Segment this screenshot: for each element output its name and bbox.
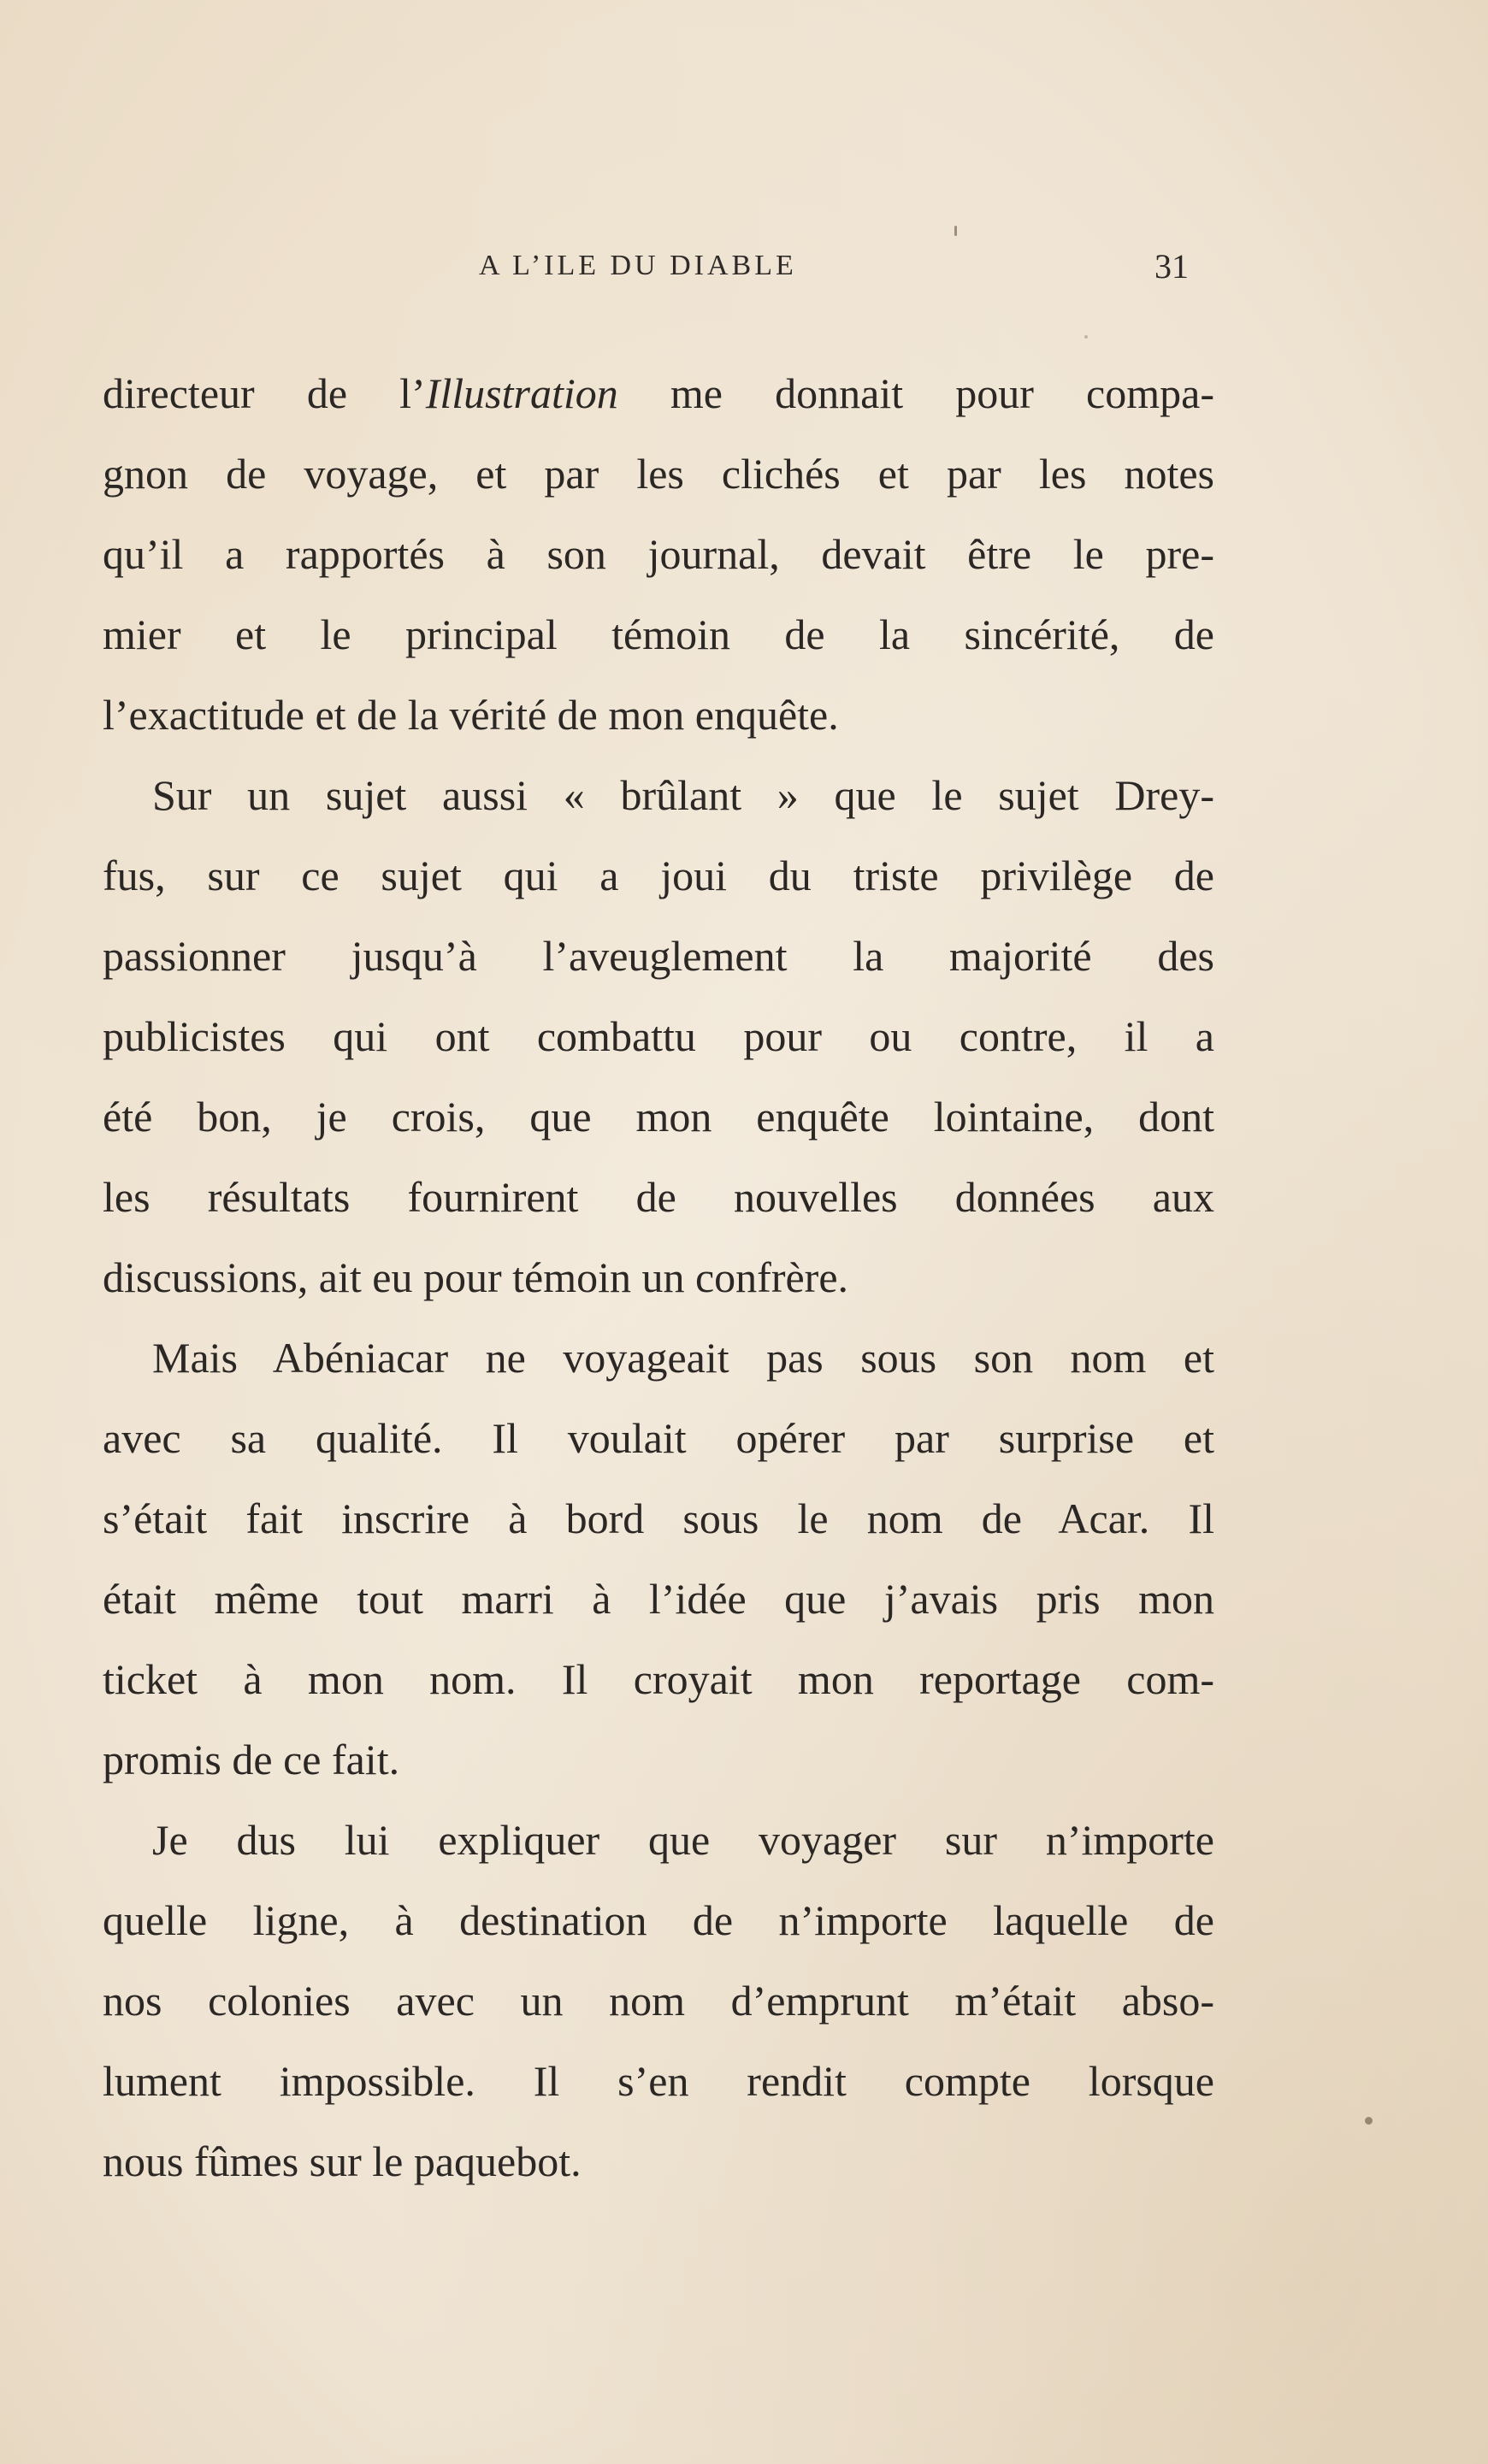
- running-head-title: A L’ILE DU DIABLE: [479, 250, 797, 281]
- text-line: fus, sur ce sujet qui a joui du triste privilège de: [103, 852, 1214, 899]
- text-line: nous fûmes sur le paquebot.: [103, 2137, 582, 2185]
- text-line: lument impossible. Il s’en rendit compte lorsque: [103, 2057, 1214, 2105]
- text-line: quelle ligne, à destination de n’importe laquelle de: [103, 1896, 1214, 1944]
- text-line: promis de ce fait.: [103, 1736, 400, 1783]
- text-line: les résultats fournirent de nouvelles données aux: [103, 1173, 1214, 1221]
- text-line: publicistes qui ont combattu pour ou contre, il a: [103, 1012, 1214, 1060]
- text-line: Mais Abéniacar ne voyageait pas sous son nom et: [152, 1334, 1214, 1382]
- paragraph-1: [103, 353, 1214, 755]
- paragraph-3: [103, 1317, 1214, 1800]
- page-number: 31: [1154, 247, 1189, 286]
- text-line: directeur de l’Illustration me donnait pour compa-: [103, 369, 1214, 417]
- text-line: Sur un sujet aussi « brûlant » que le sujet Drey-: [152, 771, 1214, 819]
- text-line: qu’il a rapportés à son journal, devait être le pre-: [103, 530, 1214, 578]
- text-line: ticket à mon nom. Il croyait mon reportage com-: [103, 1655, 1214, 1703]
- paper-speck: [1365, 2117, 1373, 2125]
- text-line: nos colonies avec un nom d’emprunt m’était abso-: [103, 1977, 1214, 2025]
- text-line: mier et le principal témoin de la sincérité, de: [103, 610, 1214, 658]
- italic-title: Illustration: [425, 369, 618, 417]
- running-head: [103, 247, 1214, 301]
- text-line: été bon, je crois, que mon enquête lointaine, dont: [103, 1093, 1214, 1141]
- paper-speck: [1084, 335, 1088, 339]
- paragraph-4: [103, 1800, 1214, 2202]
- text-line: avec sa qualité. Il voulait opérer par surprise et: [103, 1414, 1214, 1462]
- body-text: [103, 353, 1214, 2202]
- text-line: Je dus lui expliquer que voyager sur n’importe: [152, 1816, 1214, 1864]
- paragraph-2: [103, 755, 1214, 1317]
- text-line: gnon de voyage, et par les clichés et par les notes: [103, 450, 1214, 498]
- text-line: s’était fait inscrire à bord sous le nom de Acar. Il: [103, 1494, 1214, 1542]
- text-line: passionner jusqu’à l’aveuglement la majorité des: [103, 932, 1214, 980]
- text-line: était même tout marri à l’idée que j’avais pris mon: [103, 1575, 1214, 1623]
- text-line: l’exactitude et de la vérité de mon enquête.: [103, 691, 839, 739]
- paper-speck: [954, 226, 957, 236]
- text-line: discussions, ait eu pour témoin un confrère.: [103, 1253, 849, 1301]
